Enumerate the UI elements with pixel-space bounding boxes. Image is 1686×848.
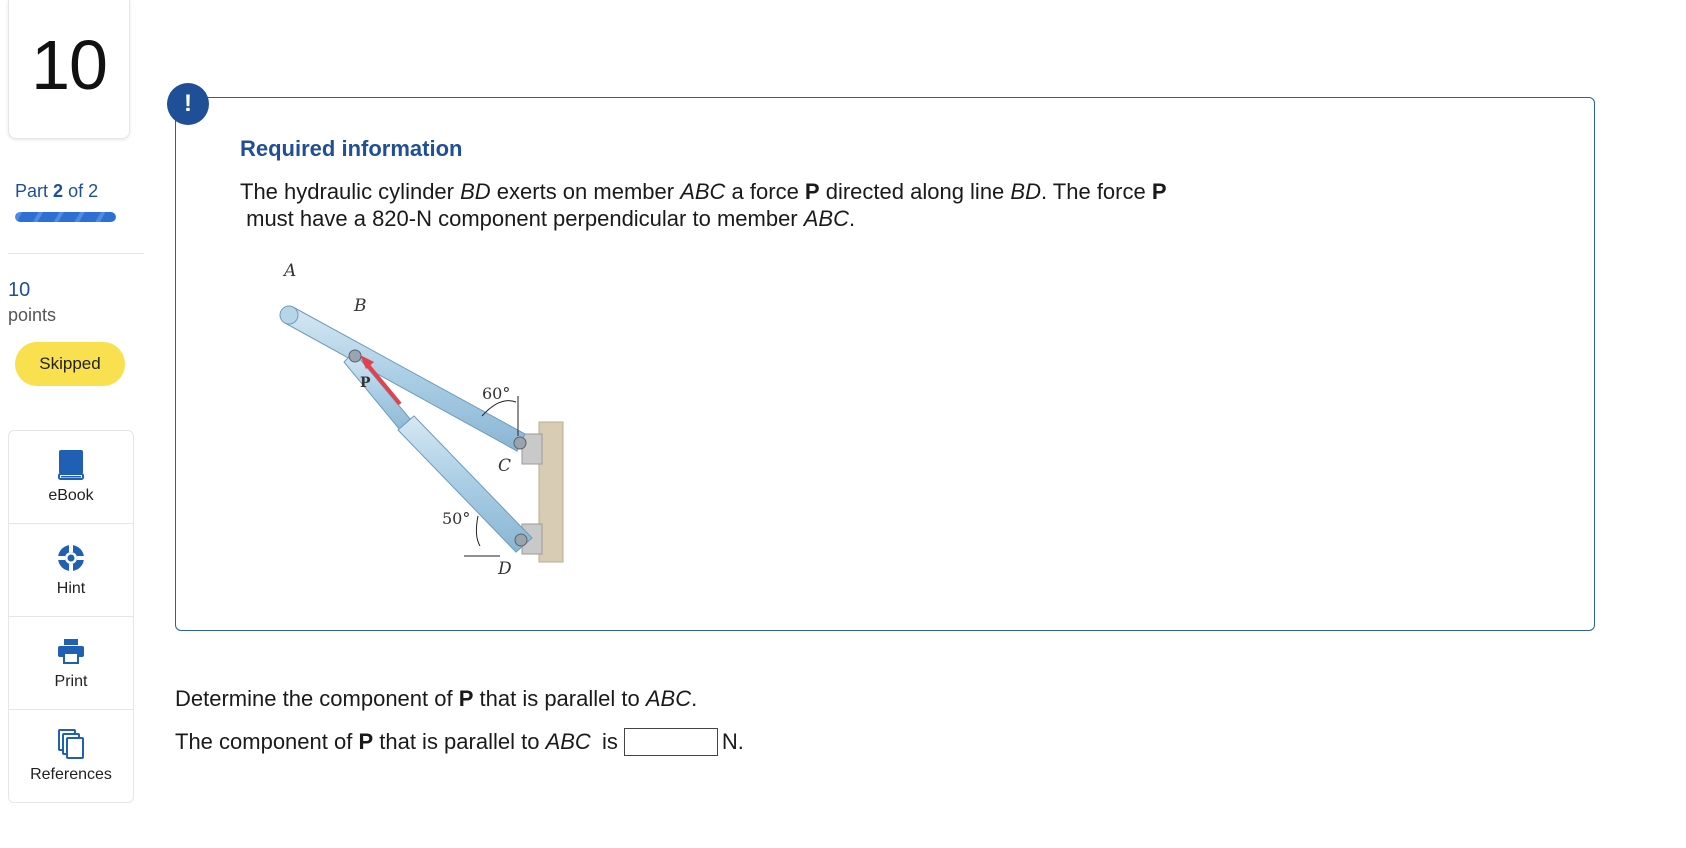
angle-arc-bottom — [476, 516, 480, 546]
answer-line — [175, 728, 744, 756]
info-text-part: . — [849, 206, 856, 231]
label-a: A — [284, 261, 297, 281]
ebook-label: eBook — [48, 487, 94, 504]
sidebar-divider — [8, 253, 144, 254]
ebook-button[interactable] — [9, 431, 133, 524]
part-progress-bar — [15, 212, 116, 222]
pin-c — [514, 437, 526, 449]
documents-icon — [55, 728, 87, 760]
angle-label-top: 60° — [482, 384, 511, 403]
question-text-p: P — [458, 686, 474, 711]
lifebuoy-icon — [55, 542, 87, 574]
answer-text-abc: ABC — [545, 729, 591, 754]
question-number-card — [8, 0, 130, 139]
answer-text-part: The component of — [175, 729, 359, 754]
references-label: References — [30, 766, 112, 783]
label-p: P — [360, 375, 371, 391]
info-text-part: exerts on member — [490, 179, 681, 204]
info-text-bd: BD — [460, 179, 491, 204]
book-icon — [55, 449, 87, 481]
answer-text-p: P — [358, 729, 374, 754]
info-text-bd: BD — [1010, 179, 1041, 204]
alert-icon: ! — [167, 83, 209, 125]
hint-label: Hint — [56, 580, 86, 597]
angle-label-bottom: 50° — [442, 509, 471, 528]
question-text-part: Determine the component of — [175, 686, 459, 711]
info-text-part: must have a 820-N component perpendicular to member — [240, 206, 804, 231]
question-number: 10 — [31, 26, 107, 104]
info-title: Required information — [240, 136, 463, 161]
answer-unit: N. — [721, 729, 744, 754]
member-end-a — [280, 306, 298, 324]
part-total: of 2 — [68, 181, 99, 201]
info-text-p: P — [804, 179, 820, 204]
wall — [539, 422, 563, 562]
label-d: D — [498, 559, 512, 576]
required-information-box — [175, 97, 1595, 631]
print-label: Print — [54, 673, 88, 690]
label-b: B — [354, 296, 367, 316]
info-text-part: The hydraulic cylinder — [240, 179, 461, 204]
info-text-part: a force — [725, 179, 805, 204]
pin-b — [349, 350, 361, 362]
references-button[interactable] — [9, 710, 133, 802]
question-text-part: . — [691, 686, 698, 711]
print-button[interactable] — [9, 617, 133, 710]
question-text-part: that is parallel to — [473, 686, 646, 711]
printer-icon — [55, 635, 87, 667]
status-badge: Skipped — [15, 342, 125, 386]
bracket-c — [522, 434, 542, 464]
tools-panel — [8, 430, 134, 803]
hint-button[interactable] — [9, 524, 133, 617]
info-text-abc: ABC — [803, 206, 849, 231]
mechanism-figure — [262, 256, 602, 576]
answer-text-part: that is parallel to — [373, 729, 546, 754]
answer-input[interactable] — [624, 728, 718, 756]
part-current: 2 — [53, 181, 64, 201]
answer-text-part: is — [595, 729, 618, 754]
part-indicator — [15, 181, 98, 202]
pin-d — [515, 534, 527, 546]
info-text-abc: ABC — [680, 179, 726, 204]
label-c: C — [498, 456, 512, 476]
question-text-abc: ABC — [645, 686, 692, 711]
points-value: 10 — [8, 279, 31, 301]
info-text-part: directed along line — [819, 179, 1011, 204]
info-text-part: . The force — [1040, 179, 1152, 204]
points-label: points — [8, 305, 57, 325]
info-text — [240, 178, 1540, 232]
info-text-p: P — [1151, 179, 1167, 204]
part-progress-fill — [15, 212, 116, 222]
question-text — [175, 686, 697, 712]
part-word: Part — [15, 181, 49, 201]
